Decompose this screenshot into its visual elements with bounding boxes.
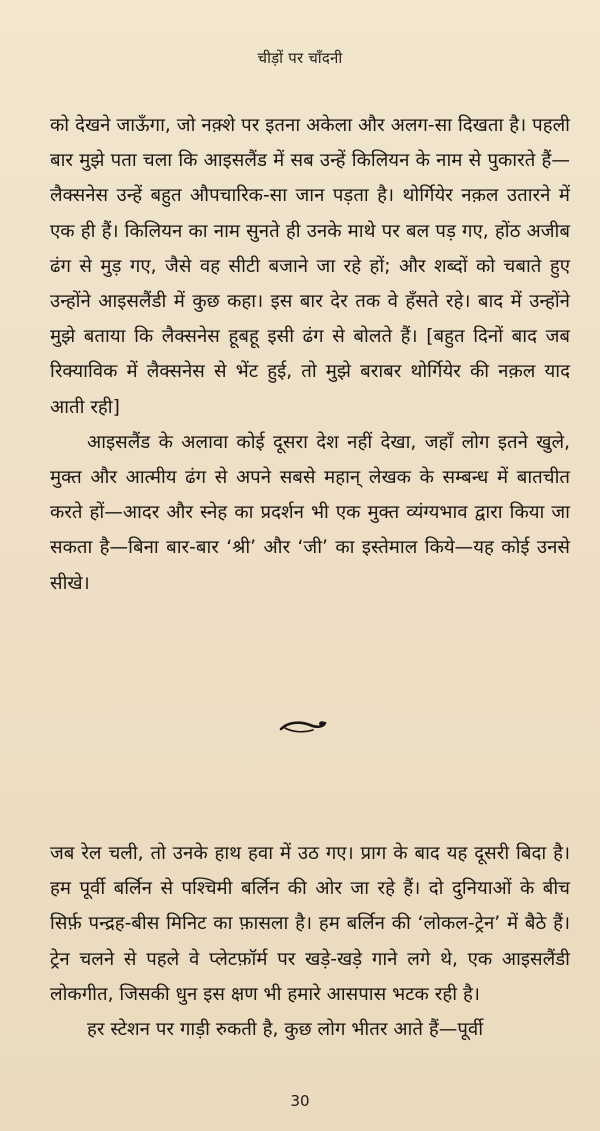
page-number: 30 — [290, 1092, 310, 1110]
paragraph-iceland-writers: आइसलैंड के अलावा कोई दूसरा देश नहीं देखा, जहाँ लोग इतने खुले, मुक्त और आत्मीय ढंग से अपने सबसे महान् लेखक के सम्बन्ध में बातचीत करते हों—आदर और स्नेह का प्रदर्शन भी एक मुक्त व्यंग्यभाव द्वारा किया जा सकता है—बिना बार-बार ‘श्री’ और ‘जी’ का इस्तेमाल किये—यह कोई उनसे सीखे। — [50, 431, 570, 594]
section-break-flourish-icon — [276, 710, 328, 740]
paragraph-station-stops: हर स्टेशन पर गाड़ी रुकती है, कुछ लोग भीतर आते हैं—पूर्वी — [87, 1019, 484, 1041]
running-head-title: चीड़ों पर चाँदनी — [257, 49, 343, 67]
paragraph-continuation: को देखने जाऊँगा, जो नक़्शे पर इतना अकेला और अलग-सा दिखता है। पहली बार मुझे पता चला कि आइसलैंड में सब उन्हें किलियन के नाम से पुकारते हैं—लैक्सनेस उन्हें बहुत औपचारिक-सा जान पड़ता है। थोर्गियेर नक़ल उतारने में एक ही हैं। किलियन का नाम सुनते ही उनके माथे पर बल पड़ गए, होंठ अजीब ढंग से मुड़ गए, जैसे वह सीटी बजाने जा रहे हों; और शब्दों को चबाते हुए उन्होंने आइसलैंडी में कुछ कहा। इस बार देर तक वे हँसते रहे। बाद में उन्होंने मुझे बताया कि लैक्सनेस हूबहू इसी ढंग से बोलते हैं। [बहुत दिनों बाद जब रिक्याविक में लैक्सनेस से भेंट हुई, तो मुझे बराबर थोर्गियेर की नक़ल याद आती रही] — [50, 115, 570, 418]
section-one-text — [50, 108, 570, 601]
section-two-text — [50, 836, 570, 1047]
paragraph-train-departure: जब रेल चली, तो उनके हाथ हवा में उठ गए। प्राग के बाद यह दूसरी बिदा है। हम पूर्वी बर्लिन से पश्चिमी बर्लिन की ओर जा रहे हैं। दो दुनियाओं के बीच सिर्फ़ पन्द्रह-बीस मिनिट का फ़ासला है। हम बर्लिन की ‘लोकल-ट्रेन’ में बैठे हैं। ट्रेन चलने से पहले वे प्लेटफ़ॉर्म पर खड़े-खड़े गाने लगे थे, एक आइसलैंडी लोकगीत, जिसकी धुन इस क्षण भी हमारे आसपास भटक रही है। — [50, 843, 570, 1005]
